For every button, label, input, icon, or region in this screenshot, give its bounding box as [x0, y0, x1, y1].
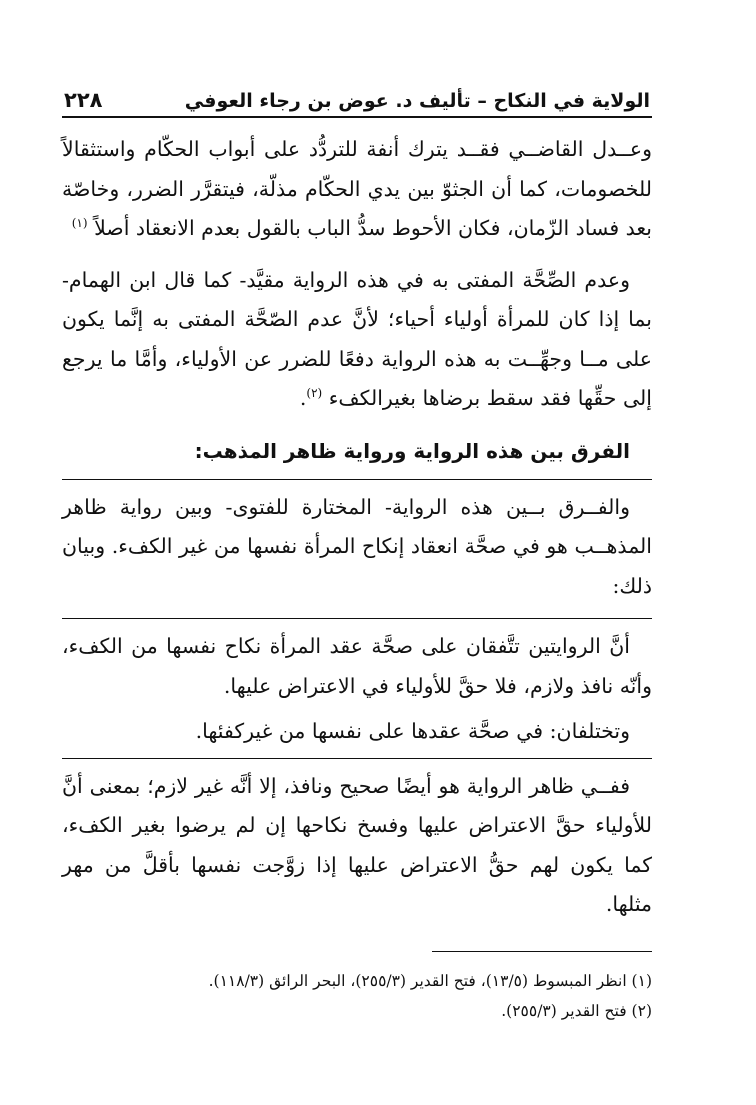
paragraph-2: وعدم الصِّحَّة المفتى به في هذه الرواية مقيَّد- كما قال ابن الهمام- بما إذا كان للمرأة أولياء أحياء؛ لأنَّ عدم الصّحَّة المفتى به إنَّما يكون على مــا وجهِّــت به هذه الرواية دفعًا للضرر عن الأولياء، وأمَّا ما يرجع إلى حقِّها فقد سقط برضاها بغيرالكفء $^{(٢)}$. — [62, 267, 652, 410]
paragraph-1-text: وعــدل القاضــي فقــد يترك أنفة للتردُّد على أبواب الحكّام واستثقالاً للخصومات، كما أن الجثوّ بين يدي الحكّام مذلّة، فيتقرَّر الضرر، وخاصّة بعد فساد الزّمان، فكان الأحوط سدُّ الباب بالقول بعدم الانعقاد أصلاً — [62, 137, 652, 240]
paragraph-4: أنَّ الروايتين تتَّفقان على صحَّة عقد المرأة نكاح نفسها من الكفء، وأنّه نافذ ولازم، فلا حقَّ للأولياء في الاعتراض عليها. — [62, 634, 652, 698]
running-title: الولاية في النكاح – تأليف د. عوض بن رجاء العوفي — [184, 90, 650, 112]
footnote-ref-1: (١) — [71, 216, 88, 231]
section-divider-3 — [62, 758, 652, 759]
footnote-1: (١) انظر المبسوط (١٣/٥)، فتح القدير (٢٥٥/٣)، البحر الرائق (١١٨/٣). — [208, 971, 652, 990]
footnote-rule — [432, 951, 652, 952]
section-divider-2 — [62, 618, 652, 619]
paragraph-2-text: وعدم الصِّحَّة المفتى به في هذه الرواية مقيَّد- كما قال ابن الهمام- بما إذا كان للمرأة أولياء أحياء؛ لأنَّ عدم الصّحَّة المفتى به إنَّما يكون على مــا وجهِّــت به هذه الرواية دفعًا للضرر عن الأولياء، وأمَّا ما يرجع إلى حقِّها فقد سقط برضاها بغيرالكفء — [62, 267, 652, 410]
page-number: ٢٢٨ — [64, 88, 103, 112]
paragraph-1 — [62, 130, 652, 249]
footnote-ref-2: (٢) — [306, 386, 323, 401]
section-divider — [62, 479, 652, 480]
running-header — [62, 78, 652, 112]
header-rule — [62, 116, 652, 118]
section-heading: الفرق بين هذه الرواية ورواية ظاهر المذهب: — [194, 438, 630, 463]
paragraph-3: والفــرق بــين هذه الرواية- المختارة للفتوى- وبين رواية ظاهر المذهــب هو في صحَّة انعقاد إنكاح المرأة نفسها من غير الكفء. وبيان ذلك: — [62, 494, 652, 598]
paragraph-5: وتختلفان: في صحَّة عقدها على نفسها من غيركفئها. — [195, 719, 630, 743]
paragraph-6: ففــي ظاهر الرواية هو أيضًا صحيح ونافذ، إلا أنَّه غير لازم؛ بمعنى أنَّ للأولياء حقَّ الاعتراض عليها وفسخ نكاحها إن لم يرضوا بغير الكفء، كما يكون لهم حقُّ الاعتراض عليها إذا زوَّجت نفسها بأقلَّ من مهر مثلها. — [62, 773, 652, 916]
book-page — [62, 78, 652, 1026]
footnote-2: (٢) فتح القدير (٢٥٥/٣). — [501, 1001, 652, 1020]
